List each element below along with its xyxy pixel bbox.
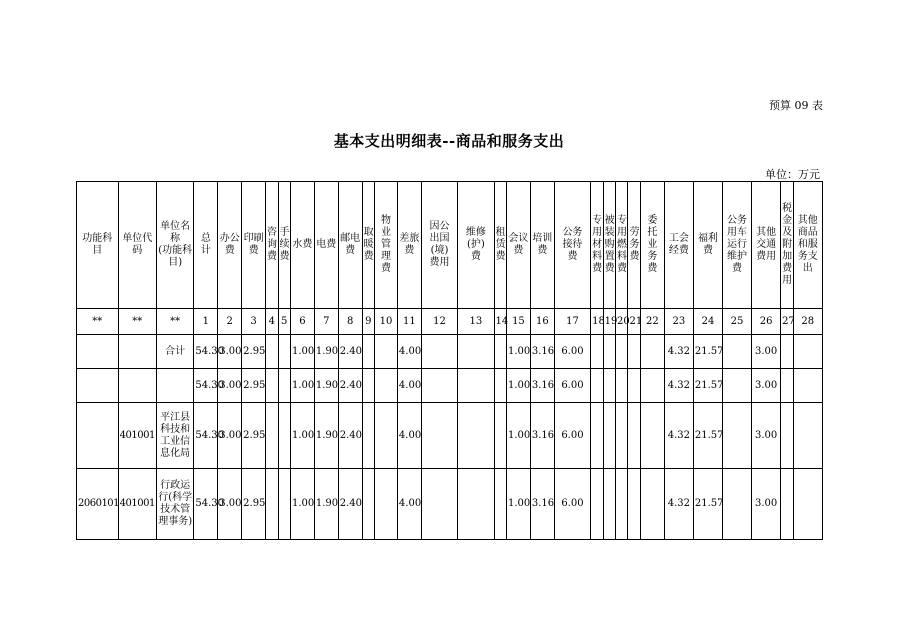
column-header: 物 业 管 理 费 [375,182,398,309]
amount-cell: 3.16 [530,469,554,540]
amount-cell: 4.00 [397,335,421,369]
amount-cell [362,335,374,369]
column-number: ** [118,309,156,335]
amount-cell: 4.32 [664,335,693,369]
column-header: 维修 (护) 费 [458,182,494,309]
amount-cell [781,369,793,403]
column-header: 劳 务 费 [628,182,640,309]
amount-cell: 1.90 [314,469,338,540]
amount-cell [793,403,822,469]
amount-cell: 3.00 [752,369,781,403]
column-header: 差旅 费 [397,182,421,309]
amount-cell: 4.32 [664,369,693,403]
column-header: 因公 出国 (境) 费用 [421,182,457,309]
amount-cell [603,403,615,469]
amount-cell [375,403,398,469]
amount-cell: 2.40 [338,403,362,469]
amount-cell: 1.90 [314,403,338,469]
page-title: 基本支出明细表--商品和服务支出 [333,132,565,150]
amount-cell [375,469,398,540]
amount-cell: 3.00 [218,335,242,369]
unit-name-cell: 平江县 科技和 工业信 息化局 [156,403,193,469]
amount-cell: 1.00 [290,469,314,540]
amount-cell: 2.95 [242,335,266,369]
amount-cell: 3.16 [530,403,554,469]
column-number: 15 [506,309,530,335]
amount-cell [640,403,664,469]
amount-cell [793,335,822,369]
amount-cell [628,403,640,469]
amount-cell [616,469,628,540]
column-number: 7 [314,309,338,335]
amount-cell: 3.00 [218,369,242,403]
table-row [77,403,823,469]
amount-cell: 4.00 [397,469,421,540]
column-header: 单位代 码 [118,182,156,309]
unit-name-cell [156,369,193,403]
amount-cell: 3.00 [752,469,781,540]
column-header: 专 用 燃 料 费 [616,182,628,309]
amount-cell [793,369,822,403]
column-header: 会议 费 [506,182,530,309]
column-number: 10 [375,309,398,335]
amount-cell: 54.30 [194,403,218,469]
column-number: 24 [693,309,722,335]
column-number: 14 [494,309,506,335]
column-number: 3 [242,309,266,335]
amount-cell [591,403,603,469]
unit-code-cell [118,335,156,369]
column-number: 21 [628,309,640,335]
amount-cell: 3.00 [218,469,242,540]
column-number: 17 [554,309,590,335]
column-number: ** [156,309,193,335]
column-header: 培训 费 [530,182,554,309]
amount-cell [494,403,506,469]
amount-cell [266,403,278,469]
column-header: 电费 [314,182,338,309]
unit-code-cell: 401001 [118,403,156,469]
column-header: 福利 费 [693,182,722,309]
unit-code-cell [118,369,156,403]
column-number: 22 [640,309,664,335]
unit-name-cell: 合计 [156,335,193,369]
amount-cell: 6.00 [554,469,590,540]
amount-cell: 2.95 [242,369,266,403]
amount-cell [375,335,398,369]
amount-cell [722,403,751,469]
column-header: 被 装 购 置 费 [603,182,615,309]
amount-cell: 4.32 [664,403,693,469]
column-header: 办公 费 [218,182,242,309]
amount-cell: 1.00 [290,403,314,469]
column-number: ** [77,309,119,335]
column-header: 税 金 及 附 加 费 用 [781,182,793,309]
amount-cell [458,369,494,403]
column-number: 28 [793,309,822,335]
amount-cell [722,369,751,403]
amount-cell [278,469,290,540]
column-number: 25 [722,309,751,335]
column-number: 2 [218,309,242,335]
column-number-row [77,309,823,335]
column-header: 咨 询 费 [266,182,278,309]
amount-cell [591,469,603,540]
column-number: 8 [338,309,362,335]
amount-cell: 1.90 [314,369,338,403]
amount-cell: 1.90 [314,335,338,369]
amount-cell [362,369,374,403]
amount-cell [640,469,664,540]
column-header: 其他 商品 和服 务支 出 [793,182,822,309]
amount-cell: 1.00 [290,369,314,403]
amount-cell: 4.32 [664,469,693,540]
amount-cell: 1.00 [506,403,530,469]
amount-cell: 3.00 [752,403,781,469]
amount-cell [616,335,628,369]
amount-cell: 21.57 [693,469,722,540]
column-number: 26 [752,309,781,335]
amount-cell [421,403,457,469]
amount-cell [722,335,751,369]
amount-cell [266,469,278,540]
amount-cell: 2.95 [242,469,266,540]
amount-cell [494,335,506,369]
function-code-cell [77,403,119,469]
column-header: 邮电 费 [338,182,362,309]
table-row [77,369,823,403]
unit-name-cell: 行政运 行(科学 技术管 理事务) [156,469,193,540]
amount-cell [616,369,628,403]
column-header: 水费 [290,182,314,309]
amount-cell [421,469,457,540]
amount-cell: 6.00 [554,403,590,469]
amount-cell [266,335,278,369]
column-number: 16 [530,309,554,335]
column-header: 租 赁 费 [494,182,506,309]
column-number: 18 [591,309,603,335]
amount-cell [603,369,615,403]
column-header: 工会 经费 [664,182,693,309]
amount-cell [278,335,290,369]
amount-cell: 4.00 [397,403,421,469]
amount-cell [278,369,290,403]
amount-cell: 21.57 [693,369,722,403]
column-number: 13 [458,309,494,335]
column-header: 印刷 费 [242,182,266,309]
column-header: 总 计 [194,182,218,309]
column-number: 1 [194,309,218,335]
expenditure-table [76,181,823,540]
amount-cell [616,403,628,469]
column-number: 11 [397,309,421,335]
amount-cell [421,369,457,403]
amount-cell [722,469,751,540]
amount-cell [628,469,640,540]
amount-cell: 6.00 [554,369,590,403]
amount-cell: 3.16 [530,369,554,403]
amount-cell [362,469,374,540]
form-number: 预算 09 表 [769,99,823,112]
table-row [77,469,823,540]
amount-cell: 3.00 [752,335,781,369]
function-code-cell [77,369,119,403]
amount-cell [494,369,506,403]
amount-cell: 3.00 [218,403,242,469]
amount-cell: 21.57 [693,335,722,369]
amount-cell [421,335,457,369]
amount-cell [375,369,398,403]
amount-cell: 2.40 [338,335,362,369]
column-number: 19 [603,309,615,335]
amount-cell [628,369,640,403]
amount-cell [640,369,664,403]
amount-cell: 21.57 [693,403,722,469]
amount-cell [640,335,664,369]
amount-cell: 6.00 [554,335,590,369]
column-header: 专 用 材 料 费 [591,182,603,309]
amount-cell [591,335,603,369]
amount-cell: 4.00 [397,369,421,403]
amount-cell [628,335,640,369]
amount-cell: 3.16 [530,335,554,369]
amount-cell [266,369,278,403]
column-header: 公务 用车 运行 维护 费 [722,182,751,309]
amount-cell [458,403,494,469]
amount-cell: 54.30 [194,369,218,403]
column-header: 手 续 费 [278,182,290,309]
amount-cell [458,335,494,369]
amount-cell: 2.40 [338,469,362,540]
amount-cell: 1.00 [506,369,530,403]
amount-cell [362,403,374,469]
column-number: 12 [421,309,457,335]
amount-cell [494,469,506,540]
column-number: 6 [290,309,314,335]
header-row [77,182,823,309]
amount-cell [603,469,615,540]
amount-cell: 1.00 [506,335,530,369]
column-header: 委 托 业 务 费 [640,182,664,309]
column-number: 9 [362,309,374,335]
column-header: 公务 接待 费 [554,182,590,309]
column-header: 其他 交通 费用 [752,182,781,309]
column-number: 5 [278,309,290,335]
amount-cell: 2.40 [338,369,362,403]
unit-label: 单位：万元 [765,168,820,181]
function-code-cell [77,335,119,369]
unit-code-cell: 401001 [118,469,156,540]
amount-cell [793,469,822,540]
column-number: 23 [664,309,693,335]
column-header: 取 暖 费 [362,182,374,309]
amount-cell: 1.00 [506,469,530,540]
amount-cell: 1.00 [290,335,314,369]
amount-cell [781,469,793,540]
column-number: 27 [781,309,793,335]
table-row [77,335,823,369]
amount-cell [278,403,290,469]
amount-cell: 2.95 [242,403,266,469]
column-header: 功能科 目 [77,182,119,309]
column-header: 单位名称 (功能科 目) [156,182,193,309]
amount-cell [591,369,603,403]
column-number: 4 [266,309,278,335]
column-number: 20 [616,309,628,335]
amount-cell: 54.30 [194,335,218,369]
amount-cell [781,403,793,469]
amount-cell: 54.30 [194,469,218,540]
function-code-cell: 2060101 [77,469,119,540]
amount-cell [781,335,793,369]
amount-cell [603,335,615,369]
amount-cell [458,469,494,540]
